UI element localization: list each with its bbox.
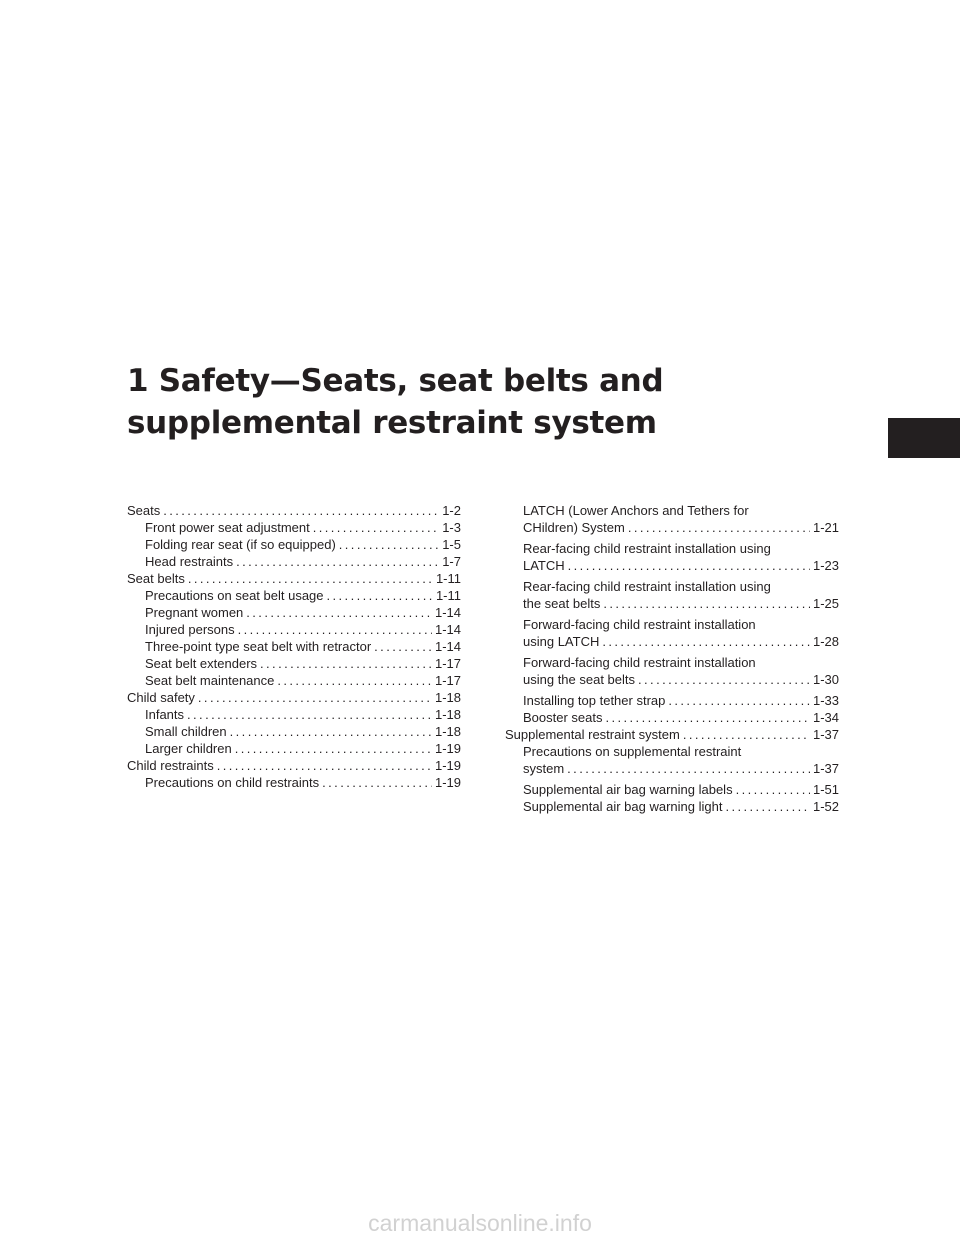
toc-entry-title: Seats [127, 503, 161, 518]
toc-entry-line [145, 672, 461, 689]
toc-page-number: 1-17 [434, 656, 461, 671]
toc-entry-line [145, 621, 461, 638]
toc-entry[interactable] [127, 655, 461, 672]
toc-page-number: 1-23 [812, 558, 839, 573]
toc-dot-leader [230, 723, 432, 740]
toc-right-column [505, 502, 839, 815]
toc-entry-line [523, 760, 839, 777]
toc-dot-leader [313, 519, 439, 536]
toc-page-number: 1-19 [434, 775, 461, 790]
toc-entry-line [145, 604, 461, 621]
toc-entry-line [523, 798, 839, 815]
toc-page-number: 1-3 [442, 520, 461, 535]
toc-entry-title-line: Rear-facing child restraint installation using [523, 579, 771, 594]
toc-entry-line [523, 519, 839, 536]
toc-entry-title: Front power seat adjustment [145, 520, 310, 535]
toc-page-number: 1-14 [434, 639, 461, 654]
toc-entry-line [127, 689, 461, 706]
toc-page-number: 1-18 [434, 690, 461, 705]
toc-dot-leader [606, 709, 810, 726]
toc-dot-leader [603, 595, 810, 612]
toc-dot-leader [163, 502, 439, 519]
toc-page-number: 1-2 [442, 503, 461, 518]
toc-dot-leader [725, 798, 810, 815]
toc-page-number: 1-34 [812, 710, 839, 725]
toc-entry-title: Infants [145, 707, 185, 722]
toc-dot-leader [246, 604, 432, 621]
toc-dot-leader [235, 740, 432, 757]
toc-entry-title: Seat belt extenders [145, 656, 258, 671]
toc-page-number: 1-5 [442, 537, 461, 552]
toc-dot-leader [327, 587, 433, 604]
toc-dot-leader [602, 633, 810, 650]
toc-entry-title: Injured persons [145, 622, 235, 637]
toc-entry-title: the seat belts [523, 596, 601, 611]
toc-page-number: 1-11 [435, 588, 461, 603]
toc-entry-line [523, 557, 839, 574]
toc-entry-title: Head restraints [145, 554, 234, 569]
toc-page-number: 1-19 [434, 758, 461, 773]
toc-page-number: 1-37 [812, 727, 839, 742]
toc-left-column [127, 502, 461, 791]
toc-entry[interactable] [127, 638, 461, 655]
toc-dot-leader [188, 570, 433, 587]
toc-entry[interactable] [127, 570, 461, 587]
toc-entry-line [145, 706, 461, 723]
toc-entry[interactable] [127, 757, 461, 774]
toc-entry-title: Supplemental restraint system [505, 727, 680, 742]
chapter-title-line-1: 1 Safety—Seats, seat belts and [127, 363, 664, 399]
toc-entry-title: LATCH [523, 558, 565, 573]
watermark-text: carmanualsonline.info [368, 1210, 592, 1236]
toc-entry-title-line: Rear-facing child restraint installation using [523, 541, 771, 556]
toc-entry-line [145, 655, 461, 672]
toc-entry-title: Small children [145, 724, 227, 739]
toc-entry[interactable] [505, 709, 839, 726]
toc-page-number: 1-19 [434, 741, 461, 756]
toc-page-number: 1-30 [812, 672, 839, 687]
toc-dot-leader [236, 553, 439, 570]
toc-page-number: 1-18 [434, 707, 461, 722]
toc-dot-leader [339, 536, 439, 553]
toc-page-number: 1-21 [812, 520, 839, 535]
toc-dot-leader [638, 671, 810, 688]
toc-entry-line [145, 723, 461, 740]
toc-entry[interactable] [127, 536, 461, 553]
toc-entry-line [523, 781, 839, 798]
toc-entry[interactable] [505, 726, 839, 743]
toc-entry-title: Precautions on seat belt usage [145, 588, 324, 603]
toc-entry-title: Child safety [127, 690, 195, 705]
chapter-title [127, 360, 827, 444]
toc-entry-line [523, 633, 839, 650]
toc-entry[interactable] [505, 654, 839, 688]
toc-dot-leader [198, 689, 432, 706]
chapter-thumb-tab [888, 418, 960, 458]
toc-entry-line [145, 587, 461, 604]
toc-entry-title: Booster seats [523, 710, 603, 725]
toc-entry[interactable] [127, 502, 461, 519]
toc-page-number: 1-14 [434, 622, 461, 637]
toc-entry-title: system [523, 761, 565, 776]
toc-entry[interactable] [127, 604, 461, 621]
toc-page-number: 1-7 [442, 554, 461, 569]
toc-page-number: 1-52 [812, 799, 839, 814]
toc-entry-title: Supplemental air bag warning light [523, 799, 723, 814]
toc-entry[interactable] [127, 519, 461, 536]
toc-dot-leader [628, 519, 810, 536]
toc-entry-line [127, 502, 461, 519]
toc-entry-title-line: LATCH (Lower Anchors and Tethers for [523, 503, 749, 518]
toc-entry-line [145, 740, 461, 757]
toc-page-number: 1-33 [812, 693, 839, 708]
toc-entry-line [523, 595, 839, 612]
toc-dot-leader [683, 726, 810, 743]
toc-dot-leader [668, 692, 810, 709]
toc-entry-title: Folding rear seat (if so equipped) [145, 537, 336, 552]
toc-dot-leader [238, 621, 432, 638]
toc-entry-title-line: Forward-facing child restraint installation [523, 617, 756, 632]
toc-entry[interactable] [505, 781, 839, 798]
toc-entry[interactable] [505, 578, 839, 612]
toc-page-number: 1-11 [435, 571, 461, 586]
toc-entry-line [127, 570, 461, 587]
toc-entry[interactable] [127, 587, 461, 604]
toc-entry[interactable] [127, 553, 461, 570]
toc-entry-line [523, 692, 839, 709]
toc-entry-line [145, 774, 461, 791]
toc-entry-title-line: Forward-facing child restraint installation [523, 655, 756, 670]
toc-entry-line [523, 671, 839, 688]
toc-entry[interactable] [127, 689, 461, 706]
toc-dot-leader [322, 774, 432, 791]
toc-dot-leader [277, 672, 432, 689]
toc-entry-title: Pregnant women [145, 605, 244, 620]
toc-entry-title: Supplemental air bag warning labels [523, 782, 733, 797]
toc-entry-title: Precautions on child restraints [145, 775, 320, 790]
toc-dot-leader [187, 706, 432, 723]
toc-page-number: 1-18 [434, 724, 461, 739]
toc-entry[interactable] [127, 774, 461, 791]
toc-entry-title: Seat belt maintenance [145, 673, 275, 688]
toc-page-number: 1-17 [434, 673, 461, 688]
toc-entry-title: CHildren) System [523, 520, 625, 535]
toc-entry[interactable] [127, 672, 461, 689]
toc-page-number: 1-25 [812, 596, 839, 611]
toc-dot-leader [568, 557, 810, 574]
toc-dot-leader [374, 638, 432, 655]
toc-entry[interactable] [127, 740, 461, 757]
toc-entry[interactable] [127, 706, 461, 723]
chapter-title-line-2: supplemental restraint system [127, 405, 657, 441]
toc-entry-line [523, 709, 839, 726]
toc-dot-leader [567, 760, 810, 777]
toc-entry-title: Installing top tether strap [523, 693, 666, 708]
toc-entry-line [505, 726, 839, 743]
toc-entry-title: Three-point type seat belt with retractor [145, 639, 372, 654]
toc-entry[interactable] [505, 692, 839, 709]
toc-entry-title: Larger children [145, 741, 232, 756]
toc-page-number: 1-37 [812, 761, 839, 776]
toc-page-number: 1-28 [812, 634, 839, 649]
toc-entry[interactable] [505, 540, 839, 574]
toc-entry-line [145, 519, 461, 536]
toc-dot-leader [217, 757, 432, 774]
toc-page-number: 1-14 [434, 605, 461, 620]
toc-entry-line [145, 553, 461, 570]
toc-entry[interactable] [505, 798, 839, 815]
toc-entry-title: using LATCH [523, 634, 600, 649]
toc-entry-line [145, 638, 461, 655]
toc-entry[interactable] [127, 621, 461, 638]
toc-entry[interactable] [127, 723, 461, 740]
toc-entry-title: Child restraints [127, 758, 214, 773]
toc-entry-title: Seat belts [127, 571, 185, 586]
toc-entry-title-line: Precautions on supplemental restraint [523, 744, 742, 759]
toc-entry-line [127, 757, 461, 774]
toc-page-number: 1-51 [812, 782, 839, 797]
toc-entry-title: using the seat belts [523, 672, 636, 687]
toc-entry-line [145, 536, 461, 553]
toc-dot-leader [736, 781, 810, 798]
toc-entry[interactable] [505, 743, 839, 777]
toc-dot-leader [260, 655, 432, 672]
toc-entry[interactable] [505, 502, 839, 536]
toc-entry[interactable] [505, 616, 839, 650]
